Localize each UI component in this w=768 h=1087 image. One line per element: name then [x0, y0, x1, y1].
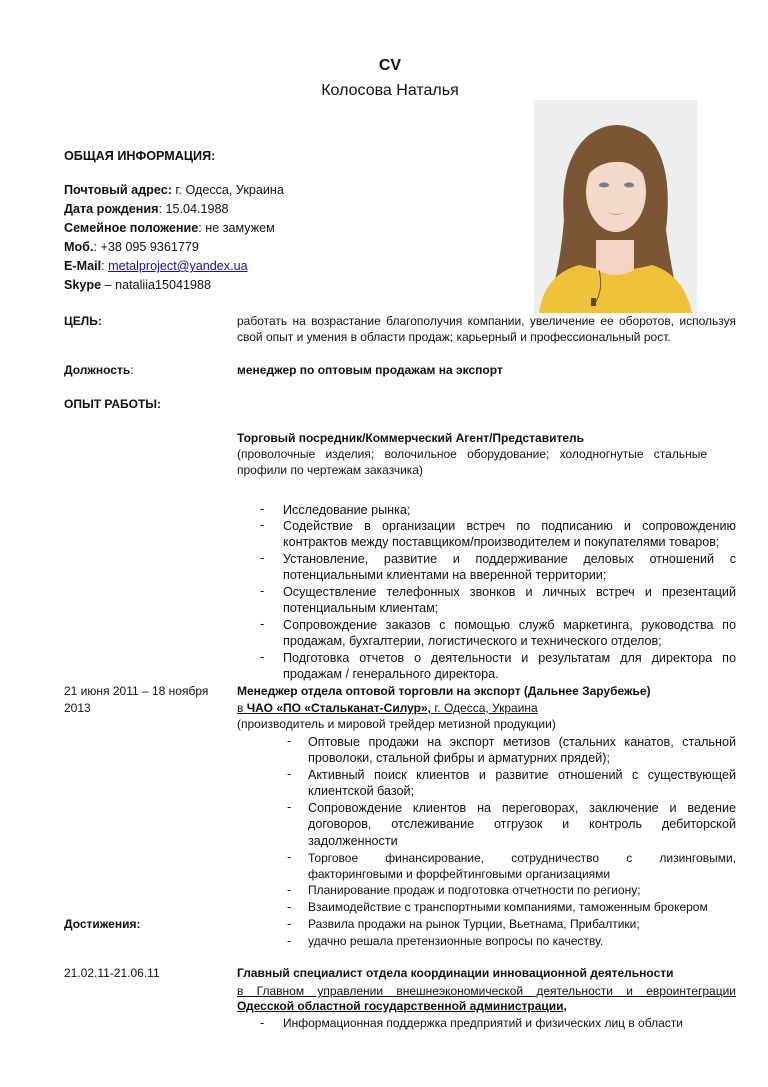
job1-bullet-3: Установление, развитие и поддерживание деловых отношений с потенциальными клиентами на вверенной территории;: [283, 552, 736, 583]
job2-bullet-4: Торговое финансирование, сотрудничество с лизинговыми, факторинговыми и форфейтинговыми организациями: [308, 851, 736, 882]
job1-bullet-2: Содействие в организации встреч по подписанию и сопровождению контрактов между поставщиком/производителем и покупателями товаров;: [283, 519, 736, 550]
position-label: Должность: [64, 363, 131, 377]
bullet-dash: -: [287, 900, 292, 914]
position-label-row: [64, 363, 134, 377]
goal-label: ЦЕЛЬ:: [64, 314, 102, 328]
goal-text: работать на возрастание благополучия компании, увеличение ее оборотов, используя свой опыт и умения в области продаж; карьерный и профессиональный рост.: [237, 314, 736, 345]
bullet-dash: -: [287, 800, 292, 814]
mobile-row: [64, 239, 199, 255]
skype-row: [64, 277, 211, 293]
experience-heading: ОПЫТ РАБОТЫ:: [64, 397, 162, 411]
bullet-dash: -: [260, 584, 265, 598]
job2-bullet-3: Сопровождение клиентов на переговорах, заключение и ведение договоров, отслеживание отгрузок и контроль дебиторской задолженности: [308, 801, 736, 848]
bullet-dash: -: [287, 850, 292, 864]
job2-subtitle: (производитель и мировой трейдер метизной продукции): [237, 717, 556, 731]
address-label: Почтовый адрес:: [64, 183, 172, 197]
job1-title: Торговый посредник/Коммерческий Агент/Представитель: [237, 431, 585, 445]
bullet-dash: -: [287, 883, 292, 897]
bullet-dash: -: [287, 734, 292, 748]
marital-label: Семейное положение: [64, 221, 199, 235]
skype-label: Skype: [64, 278, 102, 292]
email-label: E-Mail: [64, 259, 102, 273]
job2-bullet-6: Взаимодействие с транспортными компаниями, таможенным брокером: [308, 900, 708, 914]
achievement-1: Развила продажи на рынок Турции, Вьетнама, Прибалтики;: [308, 917, 640, 931]
marital-value: : не замужем: [198, 221, 275, 235]
job1-subtitle: (проволочные изделия; волочильное оборудование; холодногнутые стальные профили по чертежам заказчика): [237, 447, 707, 478]
job3-dates: 21.02.11-21.06.11: [64, 966, 160, 980]
job2-bullet-1: Оптовые продажи на экспорт метизов (стальних канатов, стальной проволоки, стальной фибры и арматурних прядей);: [308, 735, 736, 766]
bullet-dash: -: [260, 551, 265, 565]
job3-bullet-1: Информационная поддержка предприятий и физических лиц в области: [283, 1016, 683, 1030]
bullet-dash: -: [260, 617, 265, 631]
address-value: г. Одесса, Украина: [171, 183, 284, 197]
marital-row: [64, 220, 275, 236]
achievements-label: Достижения:: [64, 917, 141, 931]
email-row: [64, 258, 248, 274]
job2-company-name: ЧАО «ПО «Стальканат-Силур»,: [246, 701, 432, 715]
job2-company: [237, 701, 538, 715]
bullet-dash: -: [287, 917, 292, 931]
job1-bullet-6: Подготовка отчетов о деятельности и результатам для директора по продажам / генерального директора.: [283, 651, 736, 682]
position-colon: :: [130, 363, 134, 377]
mobile-value: : +38 095 9361779: [93, 240, 199, 254]
job2-title: Менеджер отдела оптовой торговли на экспорт (Дальнее Зарубежье): [237, 684, 651, 698]
job3-org-line1: в Главном управлении внешнеэкономической деятельности и евроинтеграции: [237, 984, 736, 998]
email-link[interactable]: metalproject@yandex.ua: [108, 259, 248, 273]
skype-value: – nataliia15041988: [101, 278, 212, 292]
bullet-dash: -: [260, 1016, 265, 1030]
job1-bullet-1: Исследование рынка;: [283, 503, 411, 517]
address-row: [64, 182, 284, 198]
job2-dates-line1: 21 июня 2011 – 18 ноября: [64, 684, 209, 698]
portrait-image: [534, 100, 697, 313]
job3-title: Главный специалист отдела координации инновационной деятельности: [237, 966, 674, 980]
profile-photo: [534, 100, 697, 313]
job2-bullet-2: Активный поиск клиентов и развитие отношений с существующей клиентской базой;: [308, 768, 736, 799]
job2-bullet-5: Планирование продаж и подготовка отчетности по региону;: [308, 883, 641, 897]
bullet-dash: -: [287, 934, 292, 948]
bullet-dash: -: [260, 650, 265, 664]
birth-row: [64, 201, 229, 217]
achievement-2: удачно решала претензионные вопросы по качеству.: [308, 934, 604, 948]
position-value: менеджер по оптовым продажам на экспорт: [237, 363, 503, 377]
job2-company-prefix: в: [237, 701, 247, 715]
birth-label: Дата рождения: [64, 202, 159, 216]
job2-dates-line2: 2013: [64, 701, 91, 715]
job2-company-city: г. Одесса, Украина: [431, 701, 538, 715]
job1-bullet-4: Осуществление телефонных звонков и личных встреч и презентаций потенциальным клиентам;: [283, 585, 736, 616]
job3-org-line2: Одесской областной государственной администрации,: [237, 999, 567, 1013]
email-sep: :: [101, 259, 109, 273]
job1-bullet-5: Сопровождение заказов с помощью служб маркетинга, руководства по продажам, бухгалтерии, логистического и технического отделов;: [283, 618, 736, 649]
bullet-dash: -: [287, 767, 292, 781]
candidate-name: Колосова Наталья: [321, 82, 459, 99]
birth-value: : 15.04.1988: [158, 202, 229, 216]
cv-title: CV: [378, 57, 402, 74]
bullet-dash: -: [260, 502, 265, 516]
general-info-heading: ОБЩАЯ ИНФОРМАЦИЯ:: [64, 149, 216, 163]
bullet-dash: -: [260, 518, 265, 532]
mobile-label: Моб.: [64, 240, 94, 254]
